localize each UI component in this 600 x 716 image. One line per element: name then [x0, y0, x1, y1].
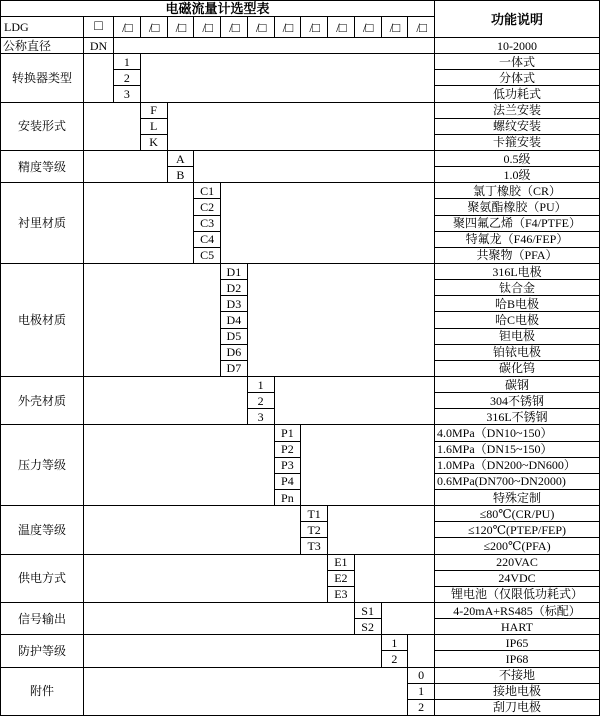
code-cell: D2 [221, 280, 248, 296]
code-placeholder-cell: /□ [328, 17, 355, 38]
desc-cell: 卡箍安装 [435, 135, 600, 151]
filler-cell [84, 668, 408, 716]
code-placeholder-cell: /□ [408, 17, 435, 38]
desc-cell: 氯丁橡胶（CR） [435, 183, 600, 199]
filler-cell [84, 183, 194, 264]
code-cell: T3 [301, 538, 328, 554]
desc-cell: 1.0MPa（DN200~DN600） [435, 458, 600, 474]
code-placeholder-cell: /□ [301, 17, 328, 38]
filler-cell [114, 38, 435, 54]
code-cell: 3 [248, 409, 275, 425]
desc-cell: 316L不锈钢 [435, 409, 600, 425]
code-cell: P4 [275, 474, 302, 490]
filler-cell [84, 54, 114, 102]
desc-cell: 1.6MPa（DN15~150） [435, 442, 600, 458]
filler-cell [408, 635, 435, 667]
section-label: 信号输出 [1, 603, 84, 635]
code-cell: 1 [114, 54, 141, 70]
desc-cell: ≤80℃(CR/PU) [435, 506, 600, 522]
desc-cell: 220VAC [435, 555, 600, 571]
desc-cell: 316L电极 [435, 264, 600, 280]
code-placeholder-cell: /□ [114, 17, 141, 38]
code-cell: P3 [275, 458, 302, 474]
filler-cell [84, 264, 221, 377]
code-cell: 1 [382, 635, 409, 651]
desc-cell: 0.5级 [435, 151, 600, 167]
code-cell: D4 [221, 312, 248, 328]
desc-cell: 4-20mA+RS485（标配） [435, 603, 600, 619]
code-cell: K [141, 135, 168, 151]
code-cell: 0 [408, 668, 435, 684]
desc-cell: 分体式 [435, 70, 600, 86]
desc-cell: IP65 [435, 635, 600, 651]
model-prefix: LDG [1, 17, 84, 38]
filler-cell [355, 555, 435, 603]
code-cell: C3 [194, 216, 221, 232]
desc-cell: 不接地 [435, 668, 600, 684]
desc-cell: 共聚物（PFA） [435, 248, 600, 264]
section-label: 电极材质 [1, 264, 84, 377]
filler-cell [194, 151, 435, 183]
code-cell: D3 [221, 296, 248, 312]
code-cell: DN [84, 38, 114, 54]
code-placeholder-cell: /□ [194, 17, 221, 38]
code-cell: 2 [382, 651, 409, 667]
filler-cell [84, 151, 168, 183]
desc-cell: 钽电极 [435, 329, 600, 345]
code-cell: A [168, 151, 195, 167]
desc-cell: 一体式 [435, 54, 600, 70]
desc-cell: 4.0MPa（DN10~150） [435, 425, 600, 441]
code-placeholder-cell: /□ [248, 17, 275, 38]
desc-cell: 钛合金 [435, 280, 600, 296]
filler-cell [275, 377, 436, 425]
code-cell: T1 [301, 506, 328, 522]
filler-cell [301, 425, 435, 506]
desc-cell: 1.0级 [435, 167, 600, 183]
code-cell: C2 [194, 199, 221, 215]
desc-cell: 0.6MPa(DN700~DN2000) [435, 474, 600, 490]
code-cell: 1 [408, 684, 435, 700]
code-placeholder-cell: /□ [355, 17, 382, 38]
code-cell: P1 [275, 425, 302, 441]
section-label: 精度等级 [1, 151, 84, 183]
section-label: 公称直径 [1, 38, 84, 54]
filler-cell [84, 635, 382, 667]
code-cell: C4 [194, 232, 221, 248]
filler-cell [84, 506, 301, 554]
code-cell: S1 [355, 603, 382, 619]
code-placeholder-cell: /□ [275, 17, 302, 38]
section-label: 防护等级 [1, 635, 84, 667]
filler-cell [248, 264, 435, 377]
code-cell: 2 [408, 700, 435, 716]
code-cell: E1 [328, 555, 355, 571]
filler-cell [84, 103, 141, 151]
code-cell: D5 [221, 329, 248, 345]
desc-cell: 低功耗式 [435, 86, 600, 102]
code-cell: L [141, 119, 168, 135]
code-cell: C1 [194, 183, 221, 199]
filler-cell [382, 603, 436, 635]
code-placeholder-cell: /□ [221, 17, 248, 38]
code-placeholder-cell: /□ [141, 17, 168, 38]
desc-cell: 哈C电极 [435, 312, 600, 328]
code-cell: 3 [114, 86, 141, 102]
desc-cell: 锂电池（仅限低功耗式） [435, 587, 600, 603]
code-cell: T2 [301, 522, 328, 538]
code-placeholder-cell: /□ [168, 17, 195, 38]
section-label: 温度等级 [1, 506, 84, 554]
filler-cell [84, 377, 248, 425]
code-cell: 2 [248, 393, 275, 409]
section-label: 安装形式 [1, 103, 84, 151]
section-label: 转换器类型 [1, 54, 84, 102]
filler-cell [328, 506, 435, 554]
code-cell: S2 [355, 619, 382, 635]
function-column-header: 功能说明 [435, 1, 600, 38]
section-label: 附件 [1, 668, 84, 716]
filler-cell [221, 183, 435, 264]
desc-cell: 24VDC [435, 571, 600, 587]
filler-cell [84, 425, 275, 506]
code-cell: Pn [275, 490, 302, 506]
filler-cell [84, 555, 328, 603]
code-cell: B [168, 167, 195, 183]
desc-cell: 304不锈钢 [435, 393, 600, 409]
desc-cell: 碳化钨 [435, 361, 600, 377]
code-cell: 1 [248, 377, 275, 393]
filler-cell [141, 54, 435, 102]
desc-cell: 10-2000 [435, 38, 600, 54]
code-cell: C5 [194, 248, 221, 264]
dn-placeholder-box: □ [84, 17, 114, 38]
table-title: 电磁流量计选型表 [1, 1, 435, 17]
desc-cell: 接地电极 [435, 684, 600, 700]
desc-cell: 刮刀电极 [435, 700, 600, 716]
desc-cell: 聚氨酯橡胶（PU） [435, 199, 600, 215]
desc-cell: 铂铱电极 [435, 345, 600, 361]
code-cell: E3 [328, 587, 355, 603]
section-label: 供电方式 [1, 555, 84, 603]
code-cell: D7 [221, 361, 248, 377]
section-label: 压力等级 [1, 425, 84, 506]
code-placeholder-cell: /□ [382, 17, 409, 38]
desc-cell: ≤120℃(PTEP/FEP) [435, 522, 600, 538]
desc-cell: IP68 [435, 651, 600, 667]
code-cell: D1 [221, 264, 248, 280]
code-cell: E2 [328, 571, 355, 587]
desc-cell: ≤200℃(PFA) [435, 538, 600, 554]
code-cell: D6 [221, 345, 248, 361]
section-label: 外壳材质 [1, 377, 84, 425]
desc-cell: 哈B电极 [435, 296, 600, 312]
desc-cell: 螺纹安装 [435, 119, 600, 135]
section-label: 衬里材质 [1, 183, 84, 264]
desc-cell: 碳钢 [435, 377, 600, 393]
code-cell: 2 [114, 70, 141, 86]
desc-cell: 聚四氟乙烯（F4/PTFE） [435, 216, 600, 232]
desc-cell: 特氟龙（F46/FEP） [435, 232, 600, 248]
filler-cell [84, 603, 355, 635]
code-cell: F [141, 103, 168, 119]
desc-cell: 特殊定制 [435, 490, 600, 506]
desc-cell: 法兰安装 [435, 103, 600, 119]
filler-cell [168, 103, 436, 151]
code-cell: P2 [275, 442, 302, 458]
desc-cell: HART [435, 619, 600, 635]
